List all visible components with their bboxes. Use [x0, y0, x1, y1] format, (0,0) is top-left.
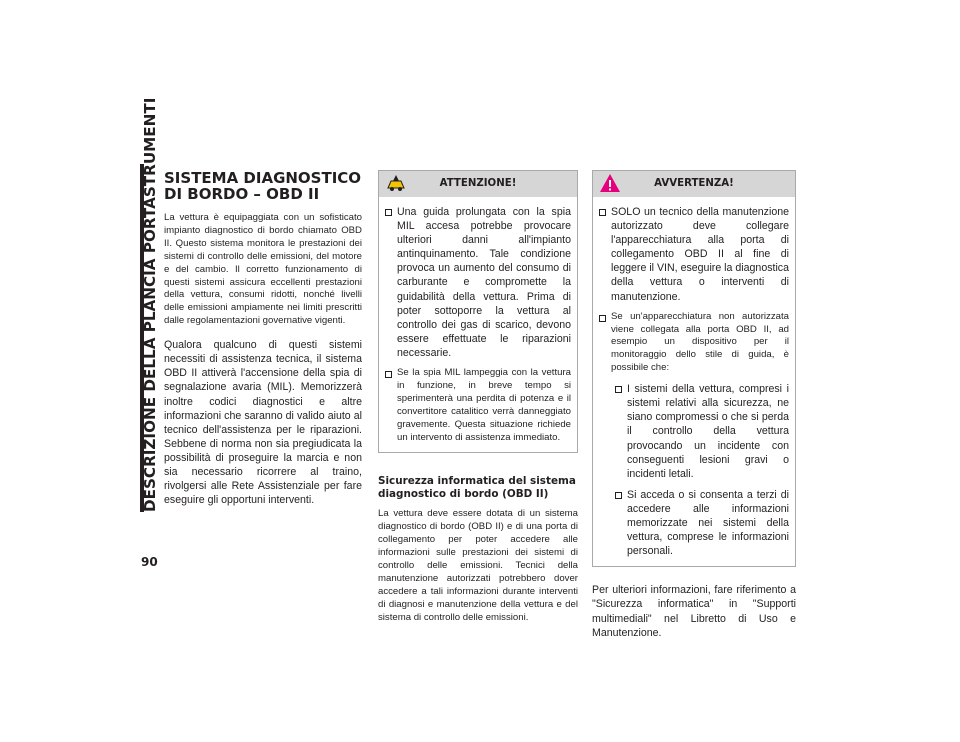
warning-subbullet-text: I sistemi della vettura, compresi i sistemi relativi alla sicurezza, ne siano compromessi o che si perda il controllo della vettura provocando un incidente con conseguenti lesioni gravi o incidenti letali.: [627, 383, 789, 480]
warning-body: [593, 197, 795, 566]
section-title: SISTEMA DIAGNOSTICO DI BORDO – OBD II: [164, 169, 362, 203]
list-item: [599, 205, 789, 304]
column-3: [592, 170, 796, 640]
car-warning-icon: [385, 173, 407, 193]
warning-triangle-icon: [599, 173, 621, 193]
cyber-paragraph: La vettura deve essere dotata di un sistema diagnostico di bordo (OBD II) e di una porta di collegamento per poter accedere alle informazioni sulle prestazioni dei sistemi di controllo delle emissioni. Tecnici della manutenzione autorizzati potrebbero dover accedere a tali informazioni durante interventi di diagnosi e manutenzione della vettura e del sistema di controllo delle emissioni.: [378, 508, 578, 623]
warning-bullet-text: SOLO un tecnico della manutenzione autorizzato deve collegare l'apparecchiatura alla porta di collegamento OBD II al fine di leggere il VIN, eseguire la diagnostica della vettura o interventi di manutenzione.: [611, 206, 789, 303]
closing-paragraph: Per ulteriori informazioni, fare riferimento a "Sicurezza informatica" in "Supporti multimediali" nel Libretto di Uso e Manutenzione.: [592, 584, 796, 639]
subsection-title: Sicurezza informatica del sistema diagnostico di bordo (OBD II): [378, 475, 576, 500]
warning-header: [593, 171, 795, 197]
list-item: [385, 205, 571, 360]
chapter-title: DESCRIZIONE DELLA PLANCIA PORTASTRUMENTI: [141, 97, 159, 512]
caution-bullet-text: Una guida prolungata con la spia MIL accesa potrebbe provocare ulteriori danni all'impianto antinquinamento. Tale condizione provoca un aumento del consumo di carburante e compromette la guidabilità della vettura. Prima di poter sottoporre la vettura al controllo dei gas di scarico, devono essere effettuate le riparazioni necessarie.: [397, 206, 571, 359]
warning-title: AVVERTENZA!: [654, 178, 734, 189]
intro-paragraph: La vettura è equipaggiata con un sofisticato impianto diagnostico di bordo chiamato OBD II. Questo sistema monitora le prestazioni dei sistemi di controllo delle emissioni, del motore e del cambio. Il corretto funzionamento di questi sistemi assicura eccellenti prestazioni della vettura, consumi ridotti, nonché livelli delle emissioni ampiamente nei limiti prescritti dalle regolamentazioni governative vigenti.: [164, 212, 362, 327]
bullet-square-icon: [615, 386, 622, 393]
caution-body: [379, 197, 577, 452]
caution-box: [378, 170, 578, 453]
warning-bullet-text: Se un'apparecchiatura non autorizzata viene collegata alla porta OBD II, ad esempio un dispositivo per il monitoraggio dello stile di guida, è possibile che:: [611, 310, 789, 374]
caution-header: [379, 171, 577, 197]
column-1: [164, 170, 362, 507]
caution-bullet-text: Se la spia MIL lampeggia con la vettura in funzione, in breve tempo si sperimenterà una perdita di potenza e il convertitore catalitico verrà danneggiato gravemente. Questa situazione richiede un intervento di assistenza immediato.: [397, 367, 571, 443]
mil-paragraph: Qualora qualcuno di questi sistemi necessiti di assistenza tecnica, il sistema OBD II attiverà l'accensione della spia di segnalazione avaria (MIL). Memorizzerà inoltre codici diagnostici e altre informazioni che saranno di valido aiuto al tecnico dell'assistenza per le riparazioni. Sebbene di norma non sia pregiudicata la possibilità di proseguire la marcia e non sia necessario ricorrere al traino, rivolgersi alle Rete Assistenziale per fare eseguire gli opportuni interventi.: [164, 339, 362, 507]
bullet-square-icon: [615, 492, 622, 499]
column-2: [378, 170, 578, 625]
list-item: [615, 488, 789, 558]
list-item: [615, 382, 789, 481]
warning-subbullet-text: Si acceda o si consenta a terzi di accedere alle informazioni memorizzate nei sistemi della vettura, comprese le informazioni personali.: [627, 488, 789, 558]
warning-box: [592, 170, 796, 567]
caution-title: ATTENZIONE!: [439, 178, 517, 189]
bullet-square-icon: [599, 209, 606, 216]
page-number: 90: [141, 555, 158, 569]
list-item: [599, 311, 789, 376]
bullet-square-icon: [599, 315, 606, 322]
bullet-square-icon: [385, 371, 392, 378]
bullet-square-icon: [385, 209, 392, 216]
list-item: [385, 367, 571, 444]
